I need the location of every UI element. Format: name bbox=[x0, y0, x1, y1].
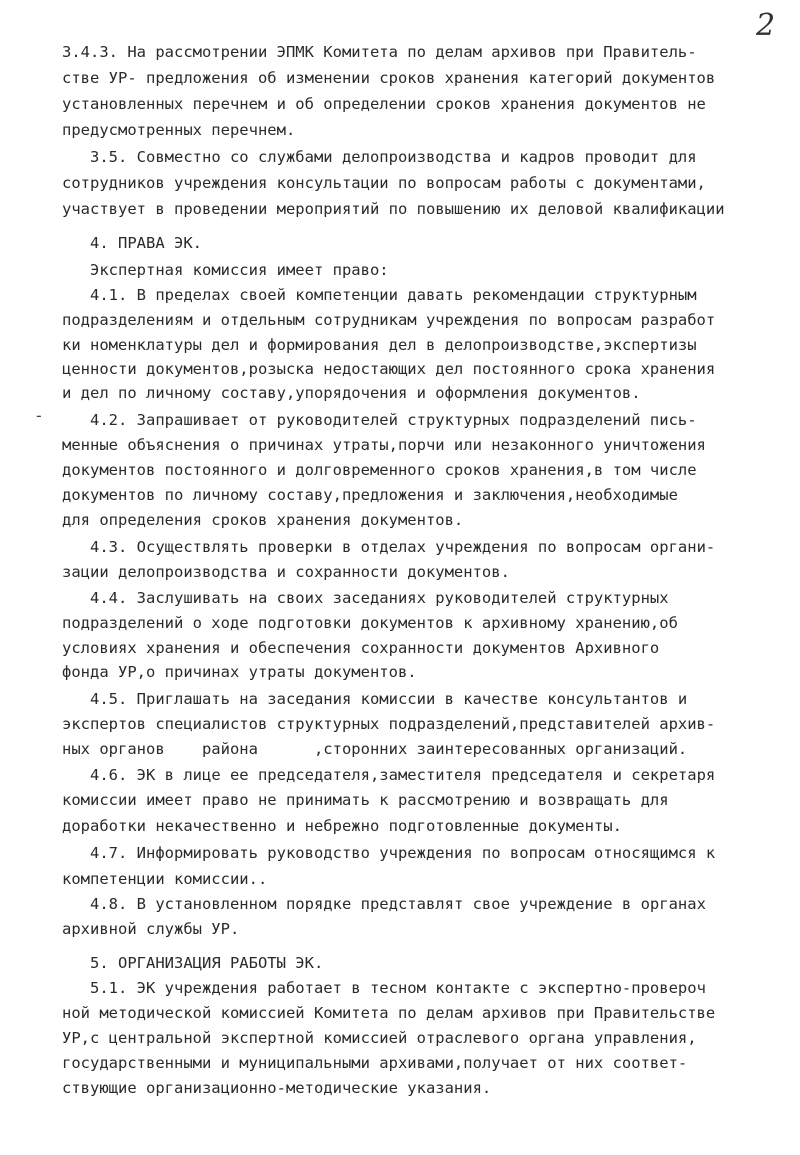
text-line: предусмотренных перечнем. bbox=[62, 121, 296, 139]
text-line: документов по личному составу,предложения и заключения,необходимые bbox=[62, 486, 678, 504]
text-line: 5.1. ЭК учреждения работает в тесном контакте с экспертно-провероч bbox=[90, 979, 706, 997]
text-line: экспертов специалистов структурных подразделений,представителей архив- bbox=[62, 715, 716, 733]
text-line: комиссии имеет право не принимать к рассмотрению и возвращать для bbox=[62, 791, 669, 809]
text-line: ствующие организационно-методические указания. bbox=[62, 1079, 492, 1097]
text-line: ных органов района ,сторонних заинтересованных организаций. bbox=[62, 740, 688, 758]
text-line: УР,с центральной экспертной комиссией отраслевого органа управления, bbox=[62, 1029, 697, 1047]
text-line: документов постоянного и долговременного сроков хранения,в том числе bbox=[62, 461, 697, 479]
text-line: 4.2. Запрашивает от руководителей структурных подразделений пись- bbox=[90, 411, 697, 429]
text-line: фонда УР,о причинах утраты документов. bbox=[62, 663, 417, 681]
text-line: установленных перечнем и об определении сроков хранения документов не bbox=[62, 95, 706, 113]
text-line: ной методической комиссией Комитета по делам архивов при Правительстве bbox=[62, 1004, 716, 1022]
text-line: стве УР- предложения об изменении сроков хранения категорий документов bbox=[62, 69, 716, 87]
text-line: Экспертная комиссия имеет право: bbox=[90, 261, 389, 279]
text-line: 4.1. В пределах своей компетенции давать рекомендации структурным bbox=[90, 286, 697, 304]
text-line: 4.6. ЭК в лице ее председателя,заместителя председателя и секретаря bbox=[90, 766, 716, 784]
page-number: 2 bbox=[756, 8, 776, 43]
text-line: 4.5. Приглашать на заседания комиссии в качестве консультантов и bbox=[90, 690, 688, 708]
text-line: и дел по личному составу,упорядочения и оформления документов. bbox=[62, 384, 641, 402]
text-line: подразделений о ходе подготовки документов к архивному хранению,об bbox=[62, 614, 678, 632]
margin-mark: - bbox=[34, 406, 44, 425]
text-line: 3.4.3. На рассмотрении ЭПМК Комитета по делам архивов при Правитель- bbox=[62, 43, 697, 61]
text-line: архивной службы УР. bbox=[62, 920, 240, 938]
section-heading: 5. ОРГАНИЗАЦИЯ РАБОТЫ ЭК. bbox=[90, 954, 324, 972]
text-line: подразделениям и отдельным сотрудникам учреждения по вопросам разработ bbox=[62, 311, 716, 329]
text-line: сотрудников учреждения консультации по вопросам работы с документами, bbox=[62, 174, 706, 192]
text-line: менные объяснения о причинах утраты,порчи или незаконного уничтожения bbox=[62, 436, 706, 454]
text-line: для определения сроков хранения документов. bbox=[62, 511, 464, 529]
text-line: 4.8. В установленном порядке представлят свое учреждение в органах bbox=[90, 895, 706, 913]
text-line: ки номенклатуры дел и формирования дел в делопроизводстве,экспертизы bbox=[62, 336, 697, 354]
text-line: государственными и муниципальными архивами,получает от них соответ- bbox=[62, 1054, 688, 1072]
text-line: 3.5. Совместно со службами делопроизводства и кадров проводит для bbox=[90, 148, 697, 166]
text-line: ценности документов,розыска недостающих дел постоянного срока хранения bbox=[62, 360, 716, 378]
text-line: доработки некачественно и небрежно подготовленные документы. bbox=[62, 817, 622, 835]
section-heading: 4. ПРАВА ЭК. bbox=[90, 234, 202, 252]
text-line: зации делопроизводства и сохранности документов. bbox=[62, 563, 510, 581]
text-line: 4.7. Информировать руководство учреждения по вопросам относящимся к bbox=[90, 844, 716, 862]
text-line: условиях хранения и обеспечения сохранности документов Архивного bbox=[62, 639, 660, 657]
text-line: 4.3. Осуществлять проверки в отделах учреждения по вопросам органи- bbox=[90, 538, 716, 556]
text-line: участвует в проведении мероприятий по повышению их деловой квалификации bbox=[62, 200, 725, 218]
text-line: 4.4. Заслушивать на своих заседаниях руководителей структурных bbox=[90, 589, 669, 607]
text-line: компетенции комиссии.. bbox=[62, 870, 268, 888]
